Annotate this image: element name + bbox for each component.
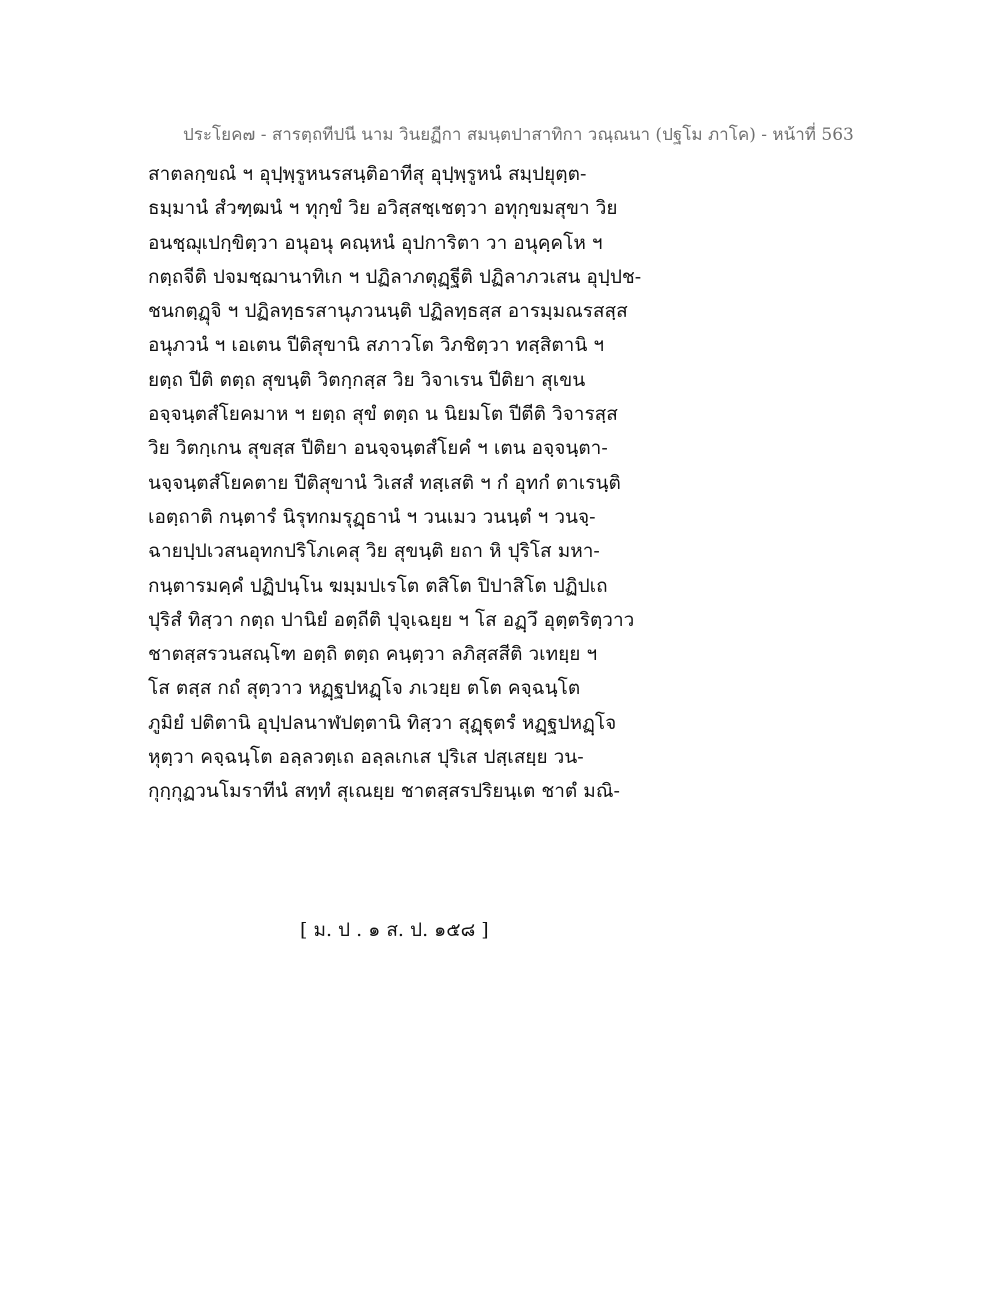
text-line: กนฺตารมคฺคํ ปฏิปนฺโน ฆมฺมปเรโต ตสิโต ปิปาสิโต ปฏิปเถ	[148, 574, 608, 597]
text-line: อนชฺฌุเปกฺขิตฺวา อนุอนุ คณฺหนํ อุปการิตา วา อนุคฺคโห ฯ	[148, 231, 603, 254]
text-line: ปุริสํ ทิสฺวา กตฺถ ปานิยํ อตฺถีติ ปุจฺเฉยฺย ฯ โส อฏฺวึ อุตฺตริตฺวาว	[148, 608, 635, 631]
reference-footnote: [ ม. ป . ๑ ส. ป. ๑๕๘ ]	[300, 919, 489, 941]
text-line: สาตลกฺขณํ ฯ อุปฺพฺรูหนรสนฺติอาทีสุ อุปฺพฺรูหนํ สมฺปยุตฺต-	[148, 163, 587, 185]
text-line: อจฺจนฺตสํโยคมาห ฯ ยตฺถ สุขํ ตตฺถ น นิยมโต ปีตีติ วิจารสฺส	[148, 403, 618, 426]
text-line: อนุภวนํ ฯ เอเตน ปีติสุขานิ สภาวโต วิภชิตฺวา ทสฺสิตานิ ฯ	[148, 334, 605, 357]
text-line: นจฺจนฺตสํโยคตาย ปีติสุขานํ วิเสสํ ทสฺเสติ ฯ กํ อุทกํ ตาเรนฺติ	[148, 471, 621, 494]
text-line: โส ตสฺส กถํ สุตฺวาว หฏฺฐปหฏฺโจ ภเวยฺย ตโต คจฺฉนฺโต	[148, 677, 581, 700]
text-line: กตฺถจีติ ปจมชฺฌานาทิเก ฯ ปฏิลาภตุฏฺฐีติ ปฏิลาภวเสน อุปฺปช-	[148, 265, 642, 288]
text-line: ยตฺถ ปีติ ตตฺถ สุขนฺติ วิตกฺกสฺส วิย วิจาเรน ปีติยา สุเขน	[148, 368, 586, 391]
text-line: ฉายปฺปเวสนอุทกปริโภเคสุ วิย สุขนฺติ ยถา หิ ปุริโส มหา-	[148, 540, 600, 563]
text-line: เอตฺถาติ กนฺตารํ นิรุทกมรุฏฺธานํ ฯ วนเมว วนนฺตํ ฯ วนจฺ-	[148, 505, 596, 528]
text-line: หุตฺวา คจฺฉนฺโต อลฺลวตฺเถ อลฺลเกเส ปุริเส ปสฺเสยฺย วน-	[148, 746, 584, 769]
text-line: ธมฺมานํ สํวฑฺฒนํ ฯ ทุกฺขํ วิย อวิสฺสชฺเชตฺวา อทุกฺขมสุขา วิย	[148, 197, 618, 220]
text-line: กุกฺกุฏวนโมราทีนํ สทฺทํ สุเณยฺย ชาตสฺสรปริยนฺเต ชาตํ มณิ-	[148, 780, 620, 803]
text-line: ชาตสฺสรวนสณฺโฑ อตฺถิ ตตฺถ คนฺตฺวา ลภิสฺสสีติ วเทยฺย ฯ	[148, 643, 598, 666]
text-line: ภูมิยํ ปติตานิ อุปฺปลนาฬปตฺตานิ ทิสฺวา สุฏฺฐุตรํ หฏฺฐปหฏฺโจ	[148, 711, 617, 734]
running-header: ประโยค๗ - สารตฺถทีปนี นาม วินยฏีกา สมนฺตปาสาทิกา วณฺณนา (ปฐโม ภาโค) - หน้าที่ 563	[183, 125, 854, 145]
body-text	[148, 157, 848, 809]
text-line: ชนกตฺฏุจิ ฯ ปฏิลทฺธรสานุภวนนฺติ ปฏิลทฺธสฺส อารมฺมณรสสฺส	[148, 300, 628, 323]
text-line: วิย วิตกฺเกน สุขสฺส ปีติยา อนจฺจนฺตสํโยคํ ฯ เตน อจฺจนฺตา-	[148, 437, 608, 460]
